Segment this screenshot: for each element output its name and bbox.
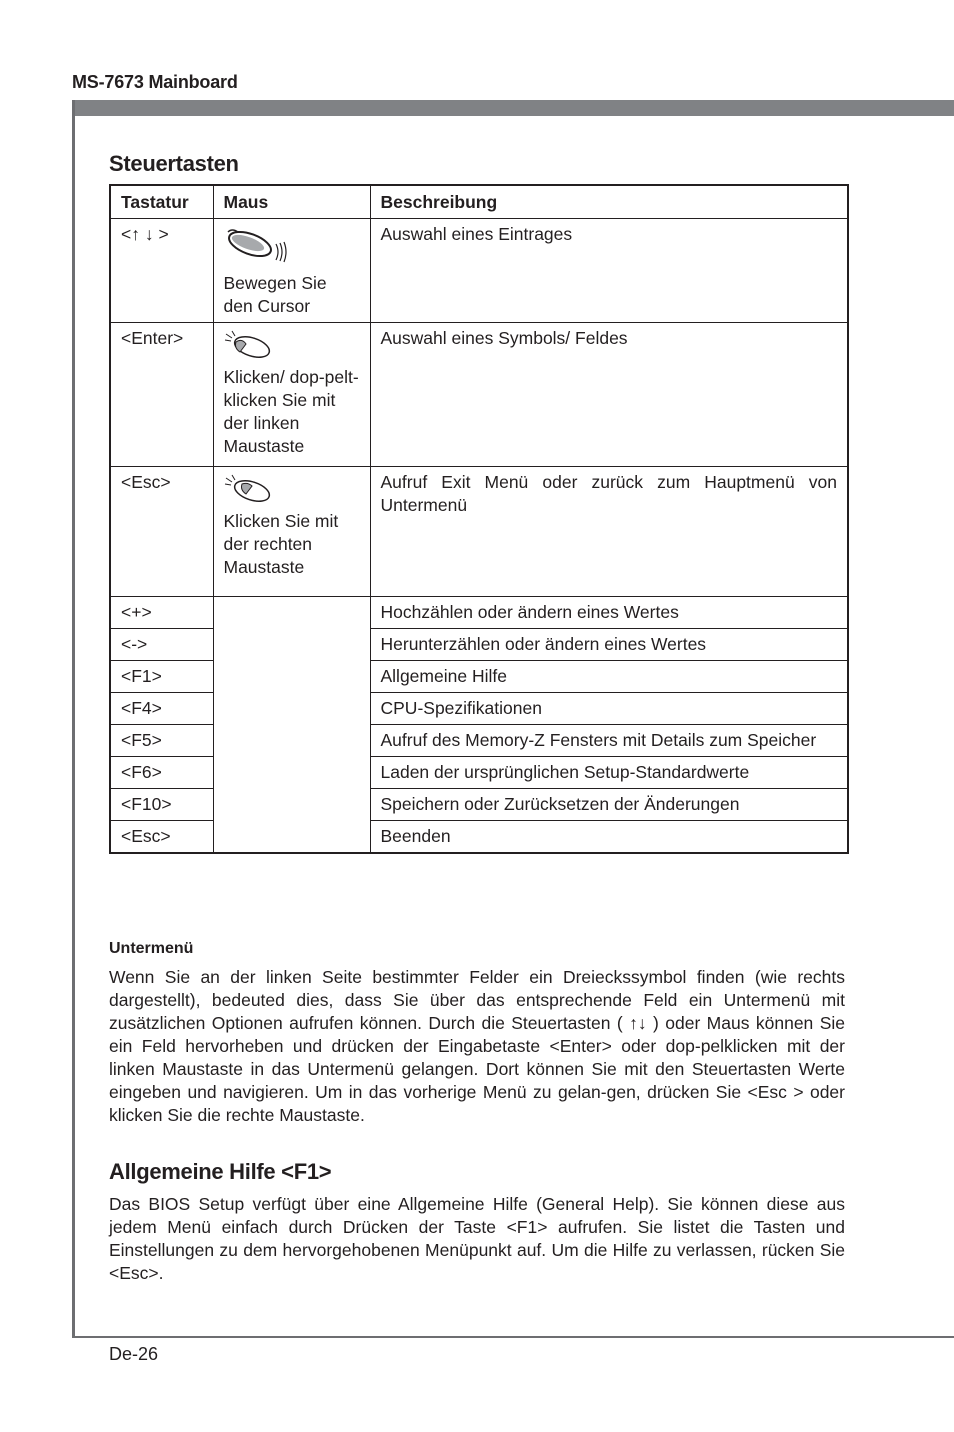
- key-cell: <Esc>: [110, 821, 213, 854]
- key-cell: <Esc>: [110, 467, 213, 597]
- footer-rule: [72, 1336, 954, 1338]
- mouse-right-click-icon: [224, 474, 274, 504]
- description-cell: Laden der ursprünglichen Setup-Standardwerte: [370, 757, 848, 789]
- key-cell: <F6>: [110, 757, 213, 789]
- table-row: [110, 597, 848, 629]
- mouse-cell: [213, 323, 370, 467]
- mouse-action-label: Klicken Sie mit der rechten Maustaste: [223, 511, 339, 577]
- description-cell: Allgemeine Hilfe: [370, 661, 848, 693]
- key-cell: <F1>: [110, 661, 213, 693]
- key-cell: <+>: [110, 597, 213, 629]
- section-heading-general-help: Allgemeine Hilfe <F1>: [109, 1159, 332, 1184]
- table-row: [110, 467, 848, 597]
- column-header-keyboard: Tastatur: [110, 185, 213, 219]
- table-header-row: [110, 185, 848, 219]
- key-cell: <↑ ↓ >: [110, 219, 213, 323]
- description-cell: Aufruf Exit Menü oder zurück zum Hauptmenü von Untermenü: [370, 467, 848, 597]
- mouse-action-label: Klicken/ dop-pelt-klicken Sie mit der linken Maustaste: [223, 367, 359, 456]
- key-cell: <F10>: [110, 789, 213, 821]
- mouse-cell-empty: [213, 597, 370, 854]
- page-number: De-26: [109, 1344, 159, 1364]
- mouse-action-label: Bewegen Sie den Cursor: [223, 273, 327, 316]
- table-row: [110, 219, 848, 323]
- control-keys-table: [109, 184, 849, 854]
- left-margin-rule: [72, 100, 75, 1338]
- mouse-cell: [213, 467, 370, 597]
- description-cell: Herunterzählen oder ändern eines Wertes: [370, 629, 848, 661]
- description-cell: Beenden: [370, 821, 848, 854]
- column-header-mouse: Maus: [213, 185, 370, 219]
- description-cell: Speichern oder Zurücksetzen der Änderungen: [370, 789, 848, 821]
- key-cell: <F5>: [110, 725, 213, 757]
- header-bar: [72, 100, 954, 116]
- section-heading-steuertasten: Steuertasten: [109, 151, 239, 176]
- key-cell: <F4>: [110, 693, 213, 725]
- table-row: [110, 323, 848, 467]
- description-cell: CPU-Spezifikationen: [370, 693, 848, 725]
- description-cell: Hochzählen oder ändern eines Wertes: [370, 597, 848, 629]
- key-cell: <Enter>: [110, 323, 213, 467]
- general-help-paragraph: Das BIOS Setup verfügt über eine Allgemeine Hilfe (General Help). Sie können diese aus jedem Menü einfach durch Drücken der Taste <F1> aufrufen. Sie listet die Tasten und Einstellungen zu dem hervorgehobenen Menüpunkt auf. Um die Hilfe zu verlassen, rücken Sie <Esc>.: [109, 1194, 845, 1283]
- description-cell: Auswahl eines Eintrages: [370, 219, 848, 323]
- mouse-left-click-icon: [224, 330, 274, 360]
- mouse-cell: [213, 219, 370, 323]
- description-cell: Aufruf des Memory-Z Fensters mit Details zum Speicher: [370, 725, 848, 757]
- key-cell: <->: [110, 629, 213, 661]
- document-header-title: MS-7673 Mainboard: [72, 72, 238, 92]
- description-cell: Auswahl eines Symbols/ Feldes: [370, 323, 848, 467]
- mouse-move-icon: [224, 226, 294, 266]
- column-header-description: Beschreibung: [370, 185, 848, 219]
- submenu-paragraph: Wenn Sie an der linken Seite bestimmter Felder ein Dreieckssymbol finden (wie rechts dargestellt), bedeuted dies, dass Sie über das entsprechende Feld ein Untermenü mit zusätzlichen Optionen aufrufen können. Durch die Steuertasten ( ↑↓ ) oder Maus können Sie ein Feld hervorheben und drücken der Eingabetaste <Enter> oder dop-pelklicken mit der linken Maustaste in das Untermenü gelangen. Dort können Sie mit den Steuertasten Werte eingeben und navigieren. Um in das vorherige Menü zu gelan-gen, drücken Sie <Esc > oder klicken Sie die rechte Maustaste.: [109, 967, 845, 1125]
- submenu-heading: Untermenü: [109, 940, 194, 957]
